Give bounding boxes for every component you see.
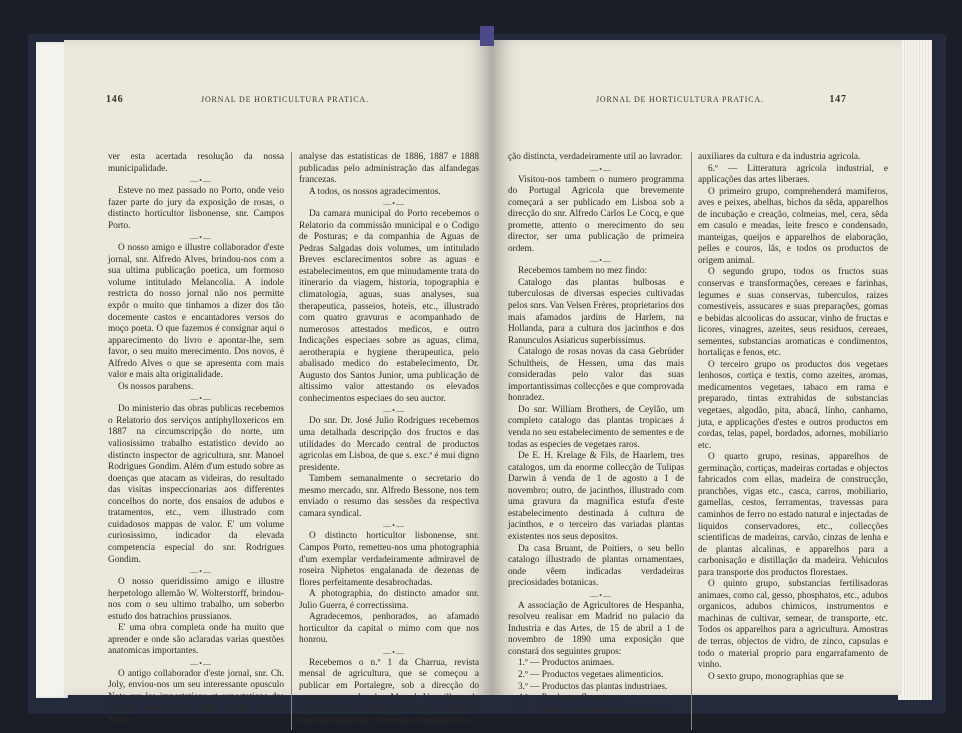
right-page — [492, 40, 902, 715]
column-rule — [291, 152, 292, 730]
paragraph: O terceiro grupo os productos dos vegetaes lenhosos, cortiça e textis, como azeites, aromas, medicamentos vegetaes, tabaco em rama e preparado, tintas extrahidas de substancias vegetaes, algodão, pita, abacá, linho, canhamo, juta, e applicações d'estes e outros productos em cordas, telas, papel, bordados, adornes, mobiliario etc. — [698, 359, 888, 451]
section-separator: —•— — [383, 647, 405, 657]
paragraph: Tambem semanalmente o secretario do mesmo mercado, snr. Alfredo Bessone, nos tem enviado o resumo das sessões da respectiva camara syndical. — [299, 474, 479, 519]
section-separator: —•— — [190, 658, 212, 668]
page-number: 146 — [106, 94, 124, 105]
paragraph: O nosso amigo e illustre collaborador d'este jornal, snr. Alfredo Alves, brindou-nos com a sua ultima publicação poetica, um formoso volume intitulado Melancolia. A indole restricta do nosso jornal não nos permitte expôr o muito que tinhamos a dizer dos tão docemente castos e encantadores versos do moço poeta. O que fazemos é consignar aqui o apparecimento do livro e apontar-lhe, sem favor, o seu muito merecimento. Dos novos, é Alfredo Alves o que se apresenta com mais valor e mais alta originalidade. — [108, 243, 284, 381]
section-separator: —•— — [590, 164, 612, 174]
paragraph: O segundo grupo, todos os fructos suas conservas e transformações, cereaes e farinhas, legumes e suas conservas, tuberculos, raizes comestiveis, assucares e suas preparações, gomas e bebidas alcoolicas do assucar, vinho de fructas e licores, vinagres, azeites, seus residuos, cereaes, sementes, substancias aromaticas e condimentos, hortaliças e fenos, etc. — [698, 267, 888, 359]
paragraph: De E. H. Krelage & Fils, de Haarlem, tres catalogos, um da enorme collecção de Tulipas Darwin á venda de 1 de agosto a 1 de novembro; outro, de jacinthos, illustrado com uma gravura da magnifica estufa d'este estabelecimento destinada á cultura de jacinthos, e o terceiro das variadas plantas existentes nos seus depositos. — [508, 451, 684, 542]
text-column-left-2 — [299, 152, 479, 727]
paragraph: Agradecemos, penhorados, ao afamado horticultor da capital o mimo com que nos honrou. — [299, 612, 479, 646]
right-running-head — [596, 94, 847, 105]
text-column-left-1 — [108, 152, 284, 727]
paragraph: Catalogo de rosas novas da casa Gebrüder Schultheis, de Hessen, uma das mais consideradas pelo valor das suas importantissimas collecções e que comprovada honradez. — [508, 347, 684, 404]
paragraph: Do ministerio das obras publicas recebemos o Relatorio dos serviços antiphylloxericos em 1887 na circumscripção do norte, um valiosissimo trabalho estatistico devido ao distincto inspector de agricultura, snr. Manoel Rodrigues Gondim. Além d'um estudo sobre as doenças que atacam as videiras, do resultado das visitas inspeccionarias aos differentes concelhos do norte, dos ensaios de adubos e tratamentos, etc., vem illustrado com cuidadosos mappas de valor. E' um volume curiosissimo, indicador da elevada competencia especial do snr. Rodrigues Gondim. — [108, 404, 284, 565]
section-separator: —•— — [383, 521, 405, 531]
paragraph: 4.º — Productos florestaes. — [518, 693, 620, 704]
paragraph: Da camara municipal do Porto recebemos o Relatorio da commissão municipal e o Codigo de Posturas; e da companhia de Aguas de Pedras Salgadas dois volumes, um intitulado Breves esclarecimentos sobre as aguas e estabelecimentos, em que minudamente trata do itinerario da viagem, historia, topographia e climatologia, aguas, suas analyses, sua therapeutica, passeios, hoteis, etc., illustrado com quatro gravuras e acompanhado de numerosos attestados medicos, e outro Indicações especiaes sobre as aguas, clima, aerotherapia e hygiene therapeutica, pelo abalisado medico do estabelecimento, Dr. Augusto dos Santos Junior, uma publicação de altissimo valor attestando os elevados conhecimentos especiaes do seu auctor. — [299, 209, 479, 404]
running-head-title: JORNAL DE HORTICULTURA PRATICA. — [596, 95, 764, 104]
paragraph: A photographia, do distincto amador snr. Julio Guerra, é correctissima. — [299, 589, 479, 611]
paragraph: Recebemos o n.º 1 da Charrua, revista mensal de agricultura, que se começou a publicar em Portalegre, sob a direcção do agronomo snr. Larcher Marçal. Vem illustrado com o retrato do principe D. Carlos e diversas machinas agricolas. Promette ser uma publica- — [299, 657, 479, 726]
right-page-edge — [898, 40, 932, 700]
paragraph: Recebemos tambem no mez findo: — [518, 266, 648, 277]
column-rule — [691, 152, 692, 730]
paragraph: ver esta acertada resolução da nossa municipalidade. — [108, 152, 284, 174]
section-separator: —•— — [190, 567, 212, 577]
paragraph: E' uma obra completa onde ha muito que aprender e onde são aclaradas varias questões anatomicas importantes. — [108, 623, 284, 657]
paragraph: O distincto horticultor lisbonense, snr. Campos Porto, remetteu-nos uma photographia d'um exemplar verdadeiramente admiravel de roseira Niphetos engalanada de dezenas de flores perfeitamente desabrochadas. — [299, 531, 479, 588]
paragraph: analyse das estatisticas de 1886, 1887 e 1888 publicadas pelo administração das alfandegas francezas. — [299, 152, 479, 186]
paragraph: Os nossos parabens. — [118, 381, 194, 392]
paragraph: Do snr. William Brothers, de Ceylão, um completo catalogo das plantas tropicaes á venda no seu estabelecimento de sementes e de todas as especies de vegetaes raros. — [508, 404, 684, 450]
section-separator: —•— — [190, 233, 212, 243]
paragraph: A associação de Agricultores de Hespanha, resolveu realisar em Madrid no palacio da Industria e das Artes, de 15 de abril a 1 de novembro de 1890 uma exposição que constará dos seguintes grupos: — [508, 600, 684, 657]
section-separator: —•— — [383, 199, 405, 209]
section-separator: —•— — [190, 394, 212, 404]
page-number: 147 — [829, 94, 847, 105]
paragraph: 2.º — Productos vegetaes alimenticios. — [518, 669, 664, 680]
paragraph: auxiliares da cultura e da industria agricola. — [698, 152, 861, 162]
running-head-title: JORNAL DE HORTICULTURA PRATICA. — [201, 95, 369, 104]
paragraph: O nosso queridissimo amigo e illustre herpetologo allemão W. Wolterstorff, brindou-nos com o seu ultimo trabalho, um soberbo estudo dos batrachios prussianos. — [108, 577, 284, 622]
paragraph: Catalogo das plantas bulbosas e tuberculosas de diversas especies cultivadas pelos snrs. Van Velsen Frères, proprietarios dos mais afamados jardins de Harlem, na Hollanda, para a cultura dos jacinthos e dos Ranunculos Asiaticus superbissimus. — [508, 277, 684, 346]
paragraph: Do snr. Dr. José Julio Rodrigues recebemos uma detalhada descripção dos fructos e das utilidades do Mercado central de productos agricolas em Lisboa, de que s. exc.ª é mui digno presidente. — [299, 416, 479, 473]
section-separator: —•— — [590, 590, 612, 600]
paragraph: O quinto grupo, substancias fertilisadoras animaes, como cal, gesso, phosphatos, etc., adubos organicos, adubos chimicos, instrumentos e machinas de cultivar, semear, de transporte, etc. Todos os apparelhos para a agricultura. Amostras de terras, objectos de vidro, de zinco, capsulas e todo o material proprio para engarrafamento de vinho. — [698, 579, 888, 671]
paragraph: 1.º — Productos animaes. — [518, 658, 615, 669]
paragraph: ção distincta, verdadeiramente util ao lavrador. — [508, 152, 683, 162]
paragraph: Visitou-nos tambem o numero programma do Portugal Agricola que brevemente começará a ser publicado em Lisboa sob a direcção do snr. Alfredo Carlos Le Cocq, e que promette, attento o merecimento do seu director, ser uma publicação de primeira ordem. — [508, 174, 684, 254]
section-separator: —•— — [383, 406, 405, 416]
paragraph: A todos, os nossos agradecimentos. — [309, 186, 441, 197]
paragraph: O quarto grupo, resinas, apparelhos de germinação, cortiças, madeiras cortadas e objectos fabricados com ellas, madeira de construcção, pranchões, vigas etc., casca, carros, mobiliario, gamellas, cestos, ferramentas, travessas para caminhos de ferro no estado natural e injectadas de liquidos conservadores, etc., collecções scientificas de madeiras, carvão, cinzas de lenha e de plantas alcalinas, e apparelhos para a carbonisação e distillação da madeira. Vehiculos para transporte dos productos florestaes. — [698, 452, 888, 578]
section-separator: —•— — [590, 256, 612, 266]
text-column-right-2 — [698, 152, 888, 683]
bookmark-ribbon — [480, 26, 494, 46]
section-separator: —•— — [190, 176, 212, 186]
paragraph: 5.º — Adubos, instrumentos e materiaes — [518, 704, 668, 715]
paragraph: Esteve no mez passado no Porto, onde veio fazer parte do jury da exposição de rosas, o distincto horticultor lisbonense, snr. Campos Porto. — [108, 186, 284, 231]
left-page — [64, 40, 492, 726]
paragraph: O primeiro grupo, comprehenderá mamiferos, aves e peixes, abelhas, bichos da sêda, apparelhos de incubação e creação, colmeias, mel, cera, sêda em casulo e meadas, leite fresco e condensado, manteigas, queijos e apparelhos de elaboração, pelles e couros, lãs, e todos os productos de origem animal. — [698, 186, 888, 266]
paragraph: 6.º — Litteratura agricola industrial, e applicações das artes liberaes. — [698, 163, 888, 186]
text-column-right-1 — [508, 152, 684, 716]
paragraph: O antigo collaborador d'este jornal, snr. Ch. Joly, enviou-nos um seu interessante opusculo Note sur les importations et exportations des produits horticoles de 1886 à 1888. E' uma lucida — [108, 668, 284, 726]
paragraph: Da casa Bruant, de Poitiers, o seu bello catalogo illustrado de plantas ornamentaes, onde vêem indicadas verdadeiras preciosidades botanicas. — [508, 543, 684, 589]
paragraph: O sexto grupo, monographias que se — [708, 671, 844, 682]
paragraph: 3.º — Productos das plantas industriaes. — [518, 681, 668, 692]
left-running-head — [106, 94, 369, 105]
